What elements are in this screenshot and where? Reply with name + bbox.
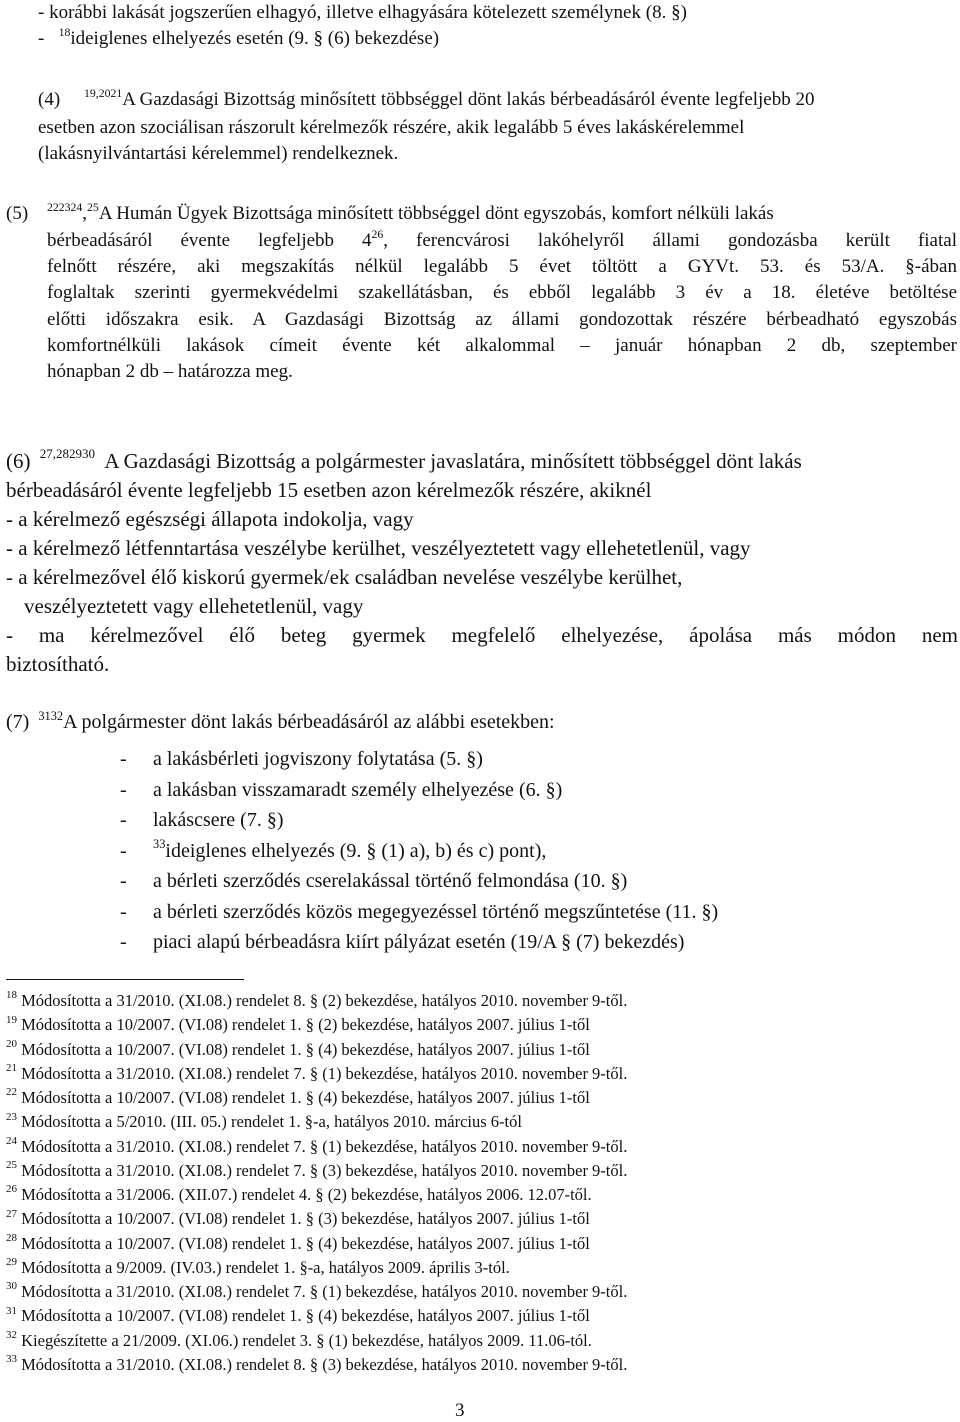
footnote-ref[interactable]: 27,282930 <box>39 446 96 462</box>
document-page: - korábbi lakását jogszerűen elhagyó, illetve elhagyására kötelezett személynek (8. §) - $^{18}$ideiglenes elhelyezés esetén (9. § (6) bekezdése) (4) $^{19,2021}$A Gazdasági Bizottság minősített többséggel dönt lakás bérbeadásáról évente legfeljebb 20 esetben azon szociálisan rászorult kérelmezők részére, akik legalább 5 éves lakáskérelemmel (lakásnyilvántartási kérelemmel) rendelkeznek. (5) $^{222324}$,$^{25}$A Humán Ügyek Bizottsága minősített többséggel dönt egyszobás, komfort nélküli lakás bérbeadásáról évente legfeljebb $4^{26}$, ferencvárosi lakóhelyről állami gondozásba került fiatal felnőtt részére, aki megszakítás nélkül legalább 5 évet töltött a GYVt. 53. és 53/A. §-ában foglaltak szerinti gyermekvédelmi szakellátásban, és ebből legalább 3 év a 18. életéve betöltése előtti időszakra esik. A Gazdasági Bizottság az állami gondozottak részére bérbeadható egyszobás komfortnélküli lakások címeit évente két alkalommal – január hónapban 2 db, szeptember hónapban 2 db – határozza meg. (6) $^{27,282930}$ A Gazdasági Bizottság a polgármester javaslatára, minősített többséggel dönt lakás bérbeadásáról évente legfeljebb 15 esetben azon kérelmezők részére, akiknél - a kérelmező egészségi állapota indokolja, vagy - a kérelmező létfenntartása veszélybe kerülhet, veszélyeztetett vagy ellehetetlenül, vagy - a kérelmezővel élő kiskorú gyermek/ek családban nevelése veszélybe kerülhet, veszélyeztetett vagy ellehetetlenül, vagy - ma kérelmezővel élő beteg gyermek megfelelő elhelyezése, ápolása más módon nem biztosítható. (7) $^{3132}$A polgármester dönt lakás bérbeadásáról az alábbi esetekben: - a lakásbérleti jogviszony folytatása (5. §) - a lakásban visszamaradt személy elhelyezése (6. §) - lakáscsere (7. §) - $^{33}$ideiglenes elhelyezés (9. § (1) a), b) és c) pont), - a bérleti szerződés cserelakással történő felmondása (10. §) - a bérleti szerződés közös megegyezéssel történő megszűntetése (11. §) - piaci alapú bérbeadásra kiírt pályázat esetén (19/A § (7) bekezdés) $^{18}$ Módosította a 31/2010. (XI.08.) rendelet 8. § (2) bekezdése, hatályos 2010. november 9-től. $^{19}$ Módosította a 10/2007. (VI.08) rendelet 1. § (2) bekezdése, hatályos 2007. július 1-től $^{20}$ Módosította a 10/2007. (VI.08) rendelet 1. § (4) bekezdése, hatályos 2007. július 1-től $^{21}$ Módosította a 31/2010. (XI.08.) rendelet 7. § (1) bekezdése, hatályos 2010. november 9-től. $^{22}$ Módosította a 10/2007. (VI.08) rendelet 1. § (4) bekezdése, hatályos 2007. július 1-től $^{23}$ Módosította a 5/2010. (III. 05.) rendelet 1. §-a, hatályos 2010. március 6-tól $^{24}$ Módosította a 31/2010. (XI.08.) rendelet 7. § (1) bekezdése, hatályos 2010. november 9-től. $^{25}$ Módosította a 31/2010. (XI.08.) rendelet 7. § (3) bekezdése, hatályos 2010. november 9-től. $^{26}$ Módosította a 31/2006. (XII.07.) rendelet 4. § (2) bekezdése, hatályos 2006. 12.07-től. $^{27}$ Módosította a 10/2007. (VI.08) rendelet 1. § (3) bekezdése, hatályos 2007. július 1-től $^{28}$ Módosította a 10/2007. (VI.08) rendelet 1. § (4) bekezdése, hatályos 2007. július 1-től $^{29}$ Módosította a 9/2009. (IV.03.) rendelet 1. §-a, hatályos 2009. április 3-tól. $^{30}$ Módosította a 31/2010. (XI.08.) rendelet 7. § (1) bekezdése, hatályos 2010. november 9-től. $^{31}$ Módosította a 10/2007. (VI.08) rendelet 1. § (4) bekezdése, hatályos 2007. július 1-től $^{32}$ Kiegészítette a 21/2009. (XI.06.) rendelet 3. § (1) bekezdése, hatályos 2009. 11.06-tól. $^{33}$ Módosította a 31/2010. (XI.08.) rendelet 8. § (3) bekezdése, hatályos 2010. november 9-től. 3 <box>6 2 958 1421</box>
footnote-ref[interactable]: 33 <box>153 837 166 852</box>
footnote <box>6 1306 590 1326</box>
list-item: - $^{18}$ideiglenes elhelyezés esetén (9. § (6) bekezdése) <box>38 25 440 49</box>
list-item: - lakáscsere (7. §) <box>120 809 284 831</box>
footnote-number: 30 <box>6 1280 17 1293</box>
footnote-text: Módosította a 31/2010. (XI.08.) rendelet 7. § (1) bekezdése, hatályos 2010. november 9-től. <box>17 1282 628 1301</box>
footnote <box>6 1161 627 1181</box>
paragraph-label: (7) <box>6 711 30 733</box>
list-item: - $^{33}$ideiglenes elhelyezés (9. § (1) a), b) és c) pont), <box>120 837 547 862</box>
list-item-text: - korábbi lakását jogszerűen elhagyó, illetve elhagyására kötelezett személynek (8. §) <box>38 2 687 23</box>
list-item-text: a bérleti szerződés cserelakással történő felmondása (10. §) <box>153 870 628 892</box>
footnote <box>6 1064 627 1084</box>
footnote-ref[interactable]: 222324 <box>47 200 83 214</box>
footnote-number: 33 <box>6 1353 17 1366</box>
list-item <box>38 2 687 24</box>
footnote-number: 23 <box>6 1110 17 1123</box>
list-item: - piaci alapú bérbeadásra kiírt pályázat esetén (19/A § (7) bekezdés) <box>120 931 685 953</box>
paragraph-label: (5) <box>6 203 29 224</box>
footnote-number: 27 <box>6 1207 17 1220</box>
paragraph-label: (4) <box>38 89 61 110</box>
footnote-ref[interactable]: 25 <box>87 200 99 214</box>
footnote-text: Módosította a 10/2007. (VI.08) rendelet 1. § (4) bekezdése, hatályos 2007. július 1-től <box>17 1306 590 1326</box>
footnote-number: 24 <box>6 1134 17 1147</box>
footnote <box>6 1328 592 1351</box>
footnote-text: Módosította a 10/2007. (VI.08) rendelet 1. § (2) bekezdése, hatályos 2007. július 1-től <box>17 1015 590 1035</box>
footnote-text: Módosította a 31/2010. (XI.08.) rendelet 8. § (2) bekezdése, hatályos 2010. november 9-től. <box>17 991 628 1010</box>
footnote-text: Módosította a 31/2010. (XI.08.) rendelet 8. § (3) bekezdése, hatályos 2010. november 9-től. <box>17 1354 628 1374</box>
footnote <box>6 1355 627 1375</box>
list-item: - a bérleti szerződés cserelakással történő felmondása (10. §) <box>120 870 628 892</box>
footnote <box>6 1231 590 1254</box>
footnote-text: Módosította a 31/2006. (XII.07.) rendelet 4. § (2) bekezdése, hatályos 2006. 12.07-től. <box>17 1185 592 1204</box>
footnote-separator <box>6 979 244 980</box>
paragraph-label: (6) <box>6 449 31 473</box>
list-item: - a lakásban visszamaradt személy elhelyezése (6. §) <box>120 778 563 801</box>
footnote <box>6 1185 592 1205</box>
footnote-text: Módosította a 31/2010. (XI.08.) rendelet 7. § (1) bekezdése, hatályos 2010. november 9-től. <box>17 1063 628 1083</box>
page-number: 3 <box>455 1400 465 1421</box>
footnote-text: Módosította a 31/2010. (XI.08.) rendelet 7. § (1) bekezdése, hatályos 2010. november 9-től. <box>17 1136 628 1156</box>
footnote-number: 26 <box>6 1183 17 1196</box>
footnote-ref[interactable]: 3132 <box>38 708 64 723</box>
footnote <box>6 1134 628 1157</box>
footnote <box>6 1088 590 1108</box>
footnote-text: Kiegészítette a 21/2009. (XI.06.) rendelet 3. § (1) bekezdése, hatályos 2009. 11.06-tól. <box>17 1330 592 1350</box>
footnote-text: Módosította a 10/2007. (VI.08) rendelet 1. § (4) bekezdése, hatályos 2007. július 1-től <box>17 1233 590 1253</box>
list-item-text: lakáscsere (7. §) <box>153 809 284 831</box>
list-item-text: a bérleti szerződés közös megegyezéssel történő megszűntetése (11. §) <box>153 900 719 923</box>
footnote-number: 22 <box>6 1086 17 1099</box>
footnote-ref[interactable]: 26 <box>371 227 384 241</box>
footnote-text: Módosította a 10/2007. (VI.08) rendelet 1. § (4) bekezdése, hatályos 2007. július 1-től <box>17 1088 590 1107</box>
list-item-text: ideiglenes elhelyezés (9. § (1) a), b) és c) pont), <box>165 839 547 862</box>
footnote <box>6 1112 522 1132</box>
footnote-number: 19 <box>6 1013 17 1026</box>
footnote-number: 21 <box>6 1062 17 1075</box>
footnote-number: 25 <box>6 1159 17 1172</box>
footnote-text: Módosította a 9/2009. (IV.03.) rendelet 1. §-a, hatályos 2009. április 3-tól. <box>17 1257 510 1277</box>
footnote <box>6 1209 590 1229</box>
footnote <box>6 1037 590 1060</box>
footnote <box>6 1282 627 1302</box>
footnote-text: Módosította a 10/2007. (VI.08) rendelet 1. § (3) bekezdése, hatályos 2007. július 1-től <box>17 1209 590 1229</box>
footnote-number: 32 <box>6 1328 17 1341</box>
footnote <box>6 991 627 1011</box>
list-item-text: a lakásbérleti jogviszony folytatása (5. §) <box>153 748 483 770</box>
footnote-text: Módosította a 5/2010. (III. 05.) rendelet 1. §-a, hatályos 2010. március 6-tól <box>17 1112 522 1132</box>
footnote-ref[interactable]: 19,2021 <box>84 86 123 100</box>
footnote-ref[interactable]: 18 <box>58 25 71 39</box>
list-item-text: a lakásban visszamaradt személy elhelyezése (6. §) <box>153 778 563 801</box>
footnote-text: Módosította a 10/2007. (VI.08) rendelet 1. § (4) bekezdése, hatályos 2007. július 1-től <box>17 1039 590 1059</box>
footnote <box>6 1015 590 1035</box>
footnote <box>6 1258 510 1278</box>
list-item: - a lakásbérleti jogviszony folytatása (5. §) <box>120 748 483 770</box>
footnote-number: 29 <box>6 1256 17 1269</box>
footnote-number: 28 <box>6 1231 17 1244</box>
footnote-number: 20 <box>6 1037 17 1050</box>
footnote-text: Módosította a 31/2010. (XI.08.) rendelet 7. § (3) bekezdése, hatályos 2010. november 9-től. <box>17 1160 628 1180</box>
list-item-text: piaci alapú bérbeadásra kiírt pályázat esetén (19/A § (7) bekezdés) <box>153 931 685 953</box>
footnote-number: 31 <box>6 1304 17 1317</box>
list-item: - a bérleti szerződés közös megegyezéssel történő megszűntetése (11. §) <box>120 900 719 923</box>
footnote-number: 18 <box>6 989 17 1002</box>
